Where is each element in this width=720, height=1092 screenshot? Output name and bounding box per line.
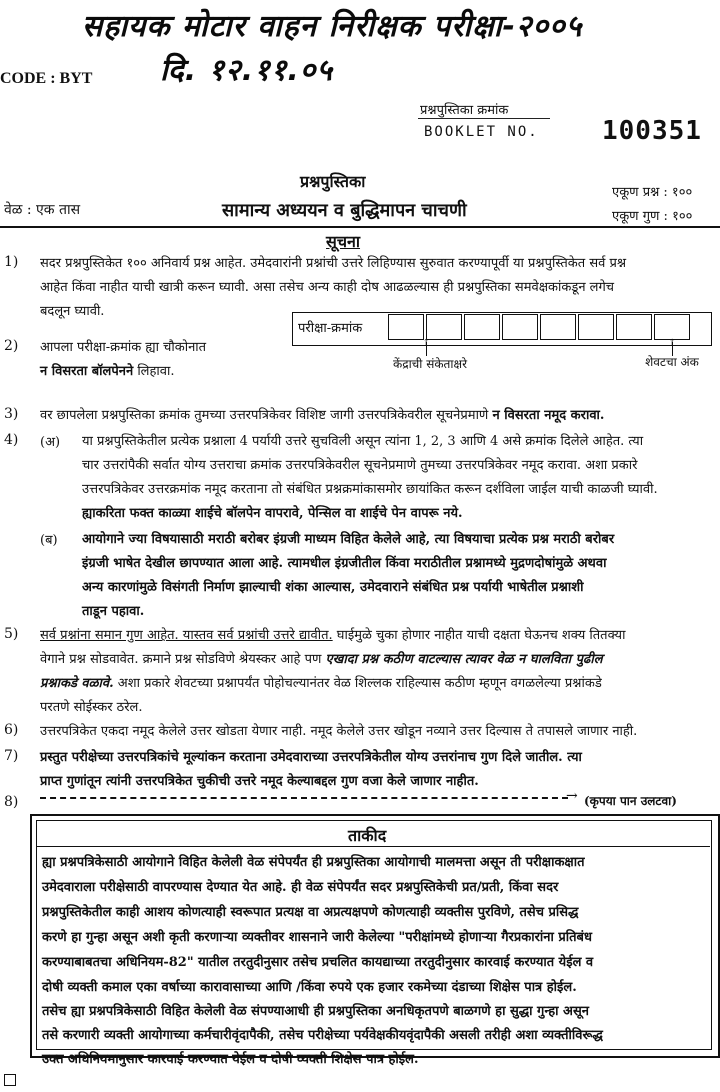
seat-number-cell[interactable]	[426, 314, 462, 340]
centre-code-arrow-head-icon: ↑	[422, 338, 431, 349]
seat-number-cell[interactable]	[578, 314, 614, 340]
warning-paragraph-1	[42, 850, 704, 1000]
warning-p1-line-1: ह्या प्रश्नपत्रिकेसाठी आयोगाने विहित केलेली वेळ संपेपर्यंत ही प्रश्नपुस्तिका आयोगाची मालमत्ता असून ती परीक्षाकक्षात	[42, 855, 585, 870]
instruction-3-text: वर छापलेला प्रश्नपुस्तिका क्रमांक तुमच्या उत्तरपत्रिकेवर विशिष्ट जागी उत्तरपत्रिकेवरील सूचनेप्रमाणे	[40, 408, 489, 423]
dashed-line	[40, 797, 568, 799]
instruction-5-number: 5)	[4, 626, 19, 642]
instruction-4a-line-3: उत्तरपत्रिकेवर उत्तरक्रमांक नमूद करताना तो संबंधित प्रश्नक्रमांकासमोर छायांकित करून दर्शविला जाईल याची काळजी घ्यावी.	[82, 482, 658, 497]
seat-number-cell[interactable]	[388, 314, 424, 340]
instruction-4a-line-1: या प्रश्नपुस्तिकेतील प्रत्येक प्रश्नाला 4 पर्यायी उत्तरे सुचविली असून त्यांना 1, 2, 3 आणि 4 असे क्रमांक दिलेले आहेत. त्या	[82, 434, 644, 449]
warning-p1-line-5: करण्याबाबतचा अधिनियम-82" यातील तरतुदीनुसार तसेच प्रचलित कायद्याच्या तरतुदीनुसार कारवाई करण्यात येईल व	[42, 955, 594, 970]
last-digit-caption: शेवटचा अंक	[645, 355, 699, 369]
instruction-4b-line-4: ताडून पहावा.	[82, 604, 145, 619]
seat-number-label: परीक्षा-क्रमांक	[298, 321, 363, 336]
last-digit-arrow-head-icon: ↑	[668, 338, 677, 349]
instruction-6: उत्तरपत्रिकेत एकदा नमूद केलेले उत्तर खोडता येणार नाही. नमूद केलेले उत्तर खोडून नव्याने उत्तर दिल्यास ते तपासले जाणार नाही.	[40, 724, 638, 739]
instruction-2-end: लिहावा.	[137, 364, 175, 379]
instructions-heading: सूचना	[326, 232, 361, 251]
instruction-4b-label: (ब)	[40, 533, 58, 548]
instruction-4a-line-4: ह्याकरिता फक्त काळ्या शाईचे बॉलपेन वापरावे, पेन्सिल वा शाईचे पेन वापरू नये.	[82, 506, 463, 521]
seat-number-cell[interactable]	[502, 314, 538, 340]
instruction-2-line-1: आपला परीक्षा-क्रमांक ह्या चौकोनात	[40, 340, 207, 355]
arrow-right-icon: →	[566, 788, 578, 804]
seat-number-cell[interactable]	[616, 314, 652, 340]
exam-date-handwritten: दि. १२.११.०५	[160, 53, 333, 88]
warning-paragraph-2-end: उक्त अधिनियमानुसार कारवाई करण्यात येईल व दोषी व्यक्ती शिक्षेस पात्र होईल.	[42, 1052, 419, 1067]
instruction-5	[40, 624, 716, 720]
instruction-1-line-2: आहेत किंवा नाहीत याची खात्री करून घ्यावी. असा तसेच अन्य काही दोष आढळल्यास ही प्रश्नपुस्तिका समवेक्षकांकडून लगेच	[40, 280, 615, 295]
seat-number-cell[interactable]	[540, 314, 576, 340]
instruction-4b-line-2: इंग्रजी भाषेत देखील छापण्यात आला आहे. त्यामधील इंग्रजीतील किंवा मराठीतील प्रश्नामध्ये मुद्रणदोषांमुळे अथवा	[82, 556, 607, 571]
booklet-heading: प्रश्नपुस्तिका	[300, 172, 366, 191]
instruction-3	[40, 404, 716, 428]
instruction-5-line-4: परतणे सोईस्कर ठरेल.	[40, 700, 143, 715]
seat-number-cell[interactable]	[654, 314, 690, 340]
instruction-2-number: 2)	[4, 338, 19, 354]
exam-title-handwritten: सहायक मोटार वाहन निरीक्षक परीक्षा-२००५	[82, 9, 583, 44]
instruction-4a-label: (अ)	[40, 435, 61, 450]
warning-p1-line-4: करणे हा गुन्हा असून अशी कृती करणाऱ्या व्यक्तीवर शासनाने जारी केलेल्या "परीक्षांमध्ये होणाऱ्या गैरप्रकारांना प्रतिबंध	[42, 930, 592, 945]
instruction-1-number: 1)	[4, 254, 19, 270]
instruction-8-number: 8)	[4, 794, 19, 810]
instruction-7-number: 7)	[4, 748, 19, 764]
booklet-number: 100351	[602, 116, 702, 146]
code-label: CODE : BYT	[0, 70, 93, 87]
total-questions: एकूण प्रश्न : १००	[612, 185, 693, 200]
instruction-1-line-1: सदर प्रश्नपुस्तिकेत १०० अनिवार्य प्रश्न आहेत. उमेदवारांनी प्रश्नांची उत्तरे लिहिण्यास सुरुवात करण्यापूर्वी या प्रश्नपुस्तिकेत सर्व प्रश्न	[40, 256, 627, 271]
instruction-5-line-3-end: अशा प्रकारे शेवटच्या प्रश्नापर्यंत पोहोचल्यानंतर वेळ शिल्लक राहिल्यास कठीण म्हणून वगळलेल्या प्रश्नांकडे	[117, 676, 602, 691]
instruction-5-underlined: सर्व प्रश्नांना समान गुण आहेत. यास्तव सर्व प्रश्नांची उत्तरे द्यावीत.	[40, 628, 333, 643]
instruction-4b-line-3: अन्य कारणांमुळे विसंगती निर्माण झाल्याची शंका आल्यास, उमेदवाराने संबंधित प्रश्न पर्यायी भाषेतील प्रश्नाशी	[82, 580, 584, 595]
instruction-3-number: 3)	[4, 406, 19, 422]
warning-title-rule	[36, 846, 710, 847]
instruction-5-line-1-end: घाईमुळे चुका होणार नाहीत याची दक्षता घेऊनच शक्य तितक्या	[336, 628, 626, 643]
warning-title: ताकीद	[348, 826, 387, 845]
instruction-1-line-3: बदलून घ्यावी.	[40, 304, 105, 319]
warning-p2-line-1: तसेच ह्या प्रश्नपत्रिकेसाठी विहित केलेली वेळ संपण्याआधी ही प्रश्नपुस्तिका अनधिकृतपणे बाळगणे हा सुद्धा गुन्हा असून	[42, 1004, 589, 1019]
instruction-4a	[82, 430, 716, 526]
subject-title: सामान्य अध्ययन व बुद्धिमापन चाचणी	[222, 200, 467, 221]
seat-number-cell[interactable]	[464, 314, 500, 340]
instruction-2-emphasis: न विसरता बॉलपेनने	[40, 364, 134, 379]
header-divider	[0, 226, 720, 228]
instruction-5-line-2-start: वेगाने प्रश्न सोडवावेत. क्रमाने प्रश्न सोडविणे श्रेयस्कर आहे पण	[40, 652, 322, 667]
instruction-4-number: 4)	[4, 432, 19, 448]
instruction-4b	[82, 528, 716, 624]
instruction-4b-line-1: आयोगाने ज्या विषयासाठी मराठी बरोबर इंग्रजी माध्यम विहित केलेले आहे, त्या विषयाचा प्रत्येक प्रश्न मराठी बरोबर	[82, 532, 615, 547]
instruction-7	[40, 746, 716, 794]
instruction-5-emphasis-1: एखादा प्रश्न कठीण वाटल्यास त्यावर वेळ न घालविता पुढील	[325, 652, 603, 667]
instruction-2	[40, 336, 290, 384]
warning-p2-line-2: तसे करणारी व्यक्ती आयोगाच्या कर्मचारीवृंदापैकी, तसेच परीक्षेच्या पर्यवेक्षकीयवृंदापैकी असली तरीही अशा व्यक्तीविरूद्ध	[42, 1028, 603, 1043]
warning-p1-line-3: प्रश्नपुस्तिकेतील काही आशय कोणत्याही स्वरूपात प्रत्यक्ष वा अप्रत्यक्षपणे कोणत्याही व्यक्तीस पुरविणे, तसेच प्रसिद्ध	[42, 905, 579, 920]
total-marks: एकूण गुण : १००	[612, 209, 693, 224]
warning-paragraph-2	[42, 1000, 704, 1048]
instruction-6-number: 6)	[4, 722, 19, 738]
corner-mark-icon	[4, 1074, 16, 1086]
turn-over-note: (कृपया पान उलटवा)	[584, 794, 677, 808]
time-allowed: वेळ : एक तास	[4, 202, 81, 218]
instruction-7-line-2: प्राप्त गुणांतून त्यांनी उत्तरपत्रिकेत चुकीची उत्तरे नमूद केल्याबद्दल गुण वजा केले जाणार नाहीत.	[40, 774, 479, 789]
instruction-7-line-1: प्रस्तुत परीक्षेच्या उत्तरपत्रिकांचे मूल्यांकन करताना उमेदवाराच्या उत्तरपत्रिकेतील योग्य उत्तरांनाच गुण दिले जातील. त्या	[40, 750, 582, 765]
booklet-label-rule	[418, 118, 550, 119]
warning-p1-line-6: दोषी व्यक्ती कमाल एका वर्षाच्या कारावासाच्या आणि /किंवा रुपये एक हजार रकमेच्या दंडाच्या शिक्षेस पात्र होईल.	[42, 980, 577, 995]
instruction-4a-line-2: चार उत्तरांपैकी सर्वात योग्य उत्तराचा क्रमांक उत्तरपत्रिकेवरील सूचनेप्रमाणे तुमच्या उत्तरपत्रिकेवर नमूद करावा. अशा प्रकारे	[82, 458, 638, 473]
instruction-3-emphasis: न विसरता नमूद करावा.	[492, 408, 605, 423]
instruction-5-emphasis-2: प्रश्नाकडे वळावे.	[40, 676, 114, 691]
booklet-label-english: BOOKLET NO.	[424, 124, 539, 140]
warning-p1-line-2: उमेदवाराला परीक्षेसाठी वापरण्यास देण्यात येत आहे. ही वेळ संपेपर्यंत सदर प्रश्नपुस्तिकेची प्रत/प्रती, किंवा सदर	[42, 880, 559, 895]
centre-code-caption: केंद्राची संकेताक्षरे	[392, 357, 468, 371]
booklet-label-marathi: प्रश्नपुस्तिका क्रमांक	[420, 103, 509, 118]
